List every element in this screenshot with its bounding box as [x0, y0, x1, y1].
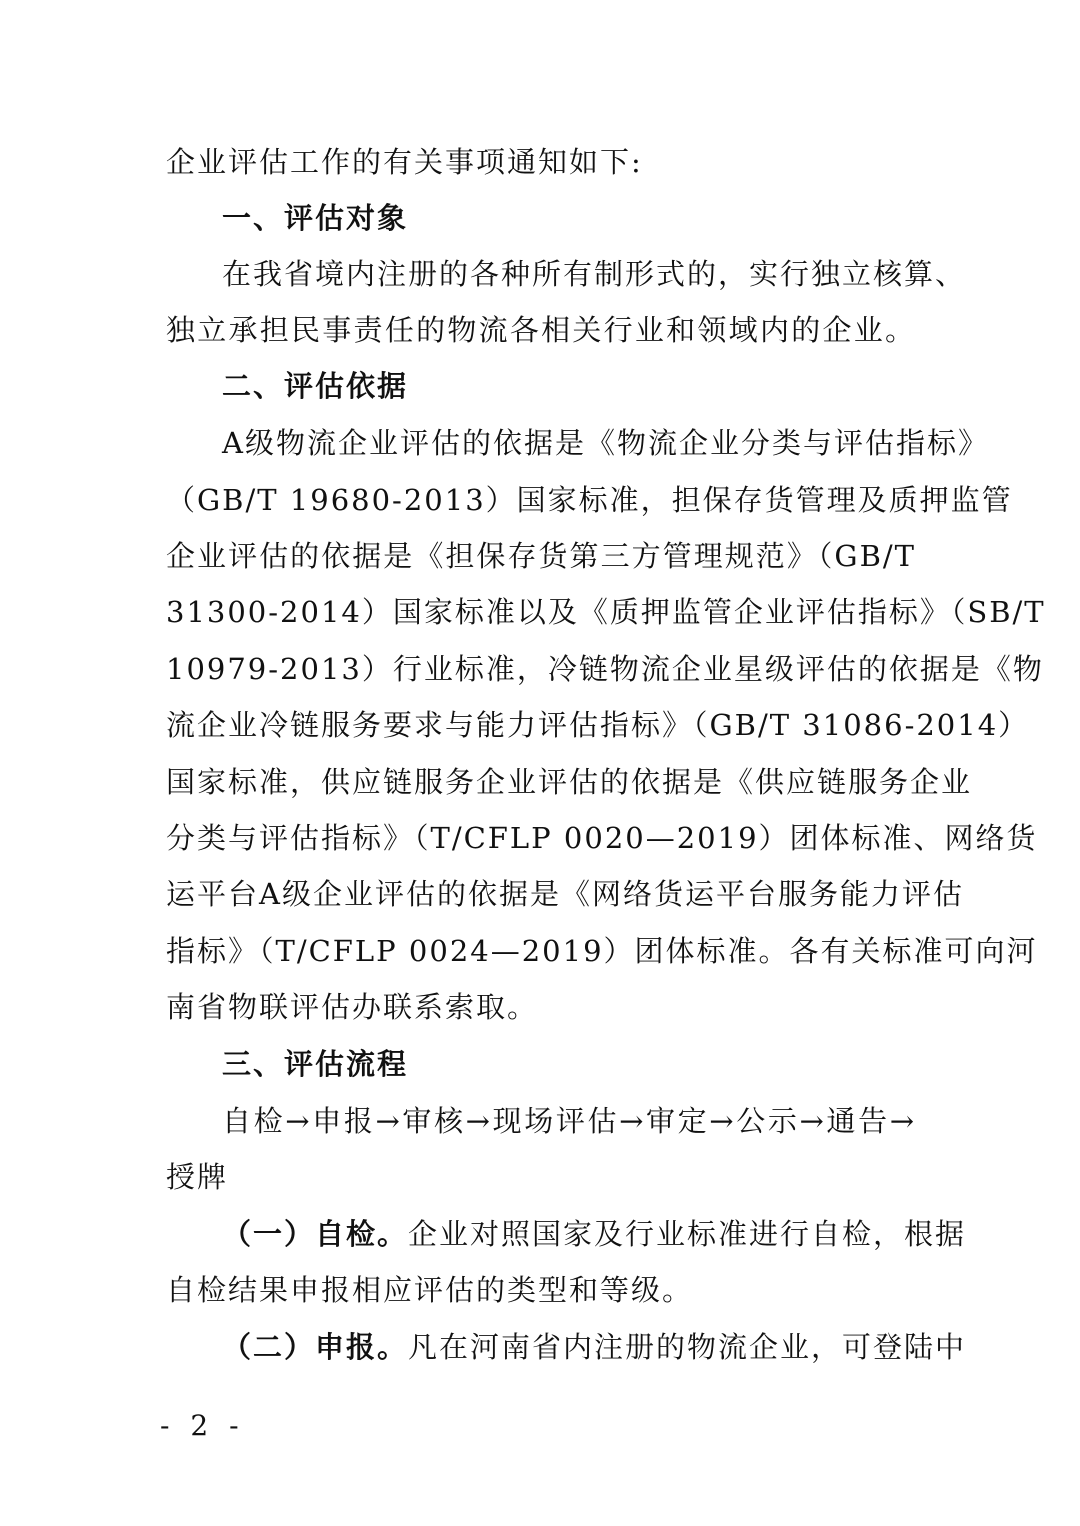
paragraph-line: 运平台A级企业评估的依据是《网络货运平台服务能力评估: [166, 877, 964, 911]
paragraph-line: 授牌: [166, 1160, 229, 1194]
subsection-lead: （一）自检。: [222, 1217, 409, 1251]
paragraph-line: 分类与评估指标》（T/CFLP 0020—2019）团体标准、网络货: [166, 821, 1038, 855]
subsection-text: 凡在河南省内注册的物流企业，可登陆中: [408, 1330, 967, 1364]
paragraph-line: 独立承担民事责任的物流各相关行业和领域内的企业。: [166, 313, 916, 347]
paragraph-line: [222, 1327, 967, 1367]
section-heading-2: 二、评估依据: [222, 369, 409, 403]
paragraph-line: 10979-2013）行业标准，冷链物流企业星级评估的依据是《物: [166, 652, 1044, 686]
paragraph-line: 自检→申报→审核→现场评估→审定→公示→通告→: [222, 1104, 916, 1138]
intro-line: 企业评估工作的有关事项通知如下:: [166, 145, 643, 179]
page-number: - 2 -: [160, 1409, 245, 1442]
paragraph-line: 国家标准，供应链服务企业评估的依据是《供应链服务企业: [166, 765, 973, 799]
paragraph-line: （GB/T 19680-2013）国家标准，担保存货管理及质押监管: [166, 483, 1013, 517]
section-heading-1: 一、评估对象: [222, 201, 409, 235]
paragraph-line: 流企业冷链服务要求与能力评估指标》（GB/T 31086-2014）: [166, 708, 1030, 742]
paragraph-line: [222, 1214, 967, 1254]
subsection-lead: （二）申报。: [222, 1330, 409, 1364]
paragraph-line: 自检结果申报相应评估的类型和等级。: [166, 1273, 694, 1307]
paragraph-line: 31300-2014）国家标准以及《质押监管企业评估指标》（SB/T: [166, 595, 1046, 629]
subsection-text: 企业对照国家及行业标准进行自检，根据: [408, 1217, 967, 1251]
paragraph-line: A级物流企业评估的依据是《物流企业分类与评估指标》: [222, 426, 989, 460]
paragraph-line: 南省物联评估办联系索取。: [166, 990, 539, 1024]
paragraph-line: 在我省境内注册的各种所有制形式的，实行独立核算、: [222, 257, 967, 291]
paragraph-line: 指标》（T/CFLP 0024—2019）团体标准。各有关标准可向河: [166, 934, 1038, 968]
section-heading-3: 三、评估流程: [222, 1047, 409, 1081]
paragraph-line: 企业评估的依据是《担保存货第三方管理规范》（GB/T: [166, 539, 916, 573]
